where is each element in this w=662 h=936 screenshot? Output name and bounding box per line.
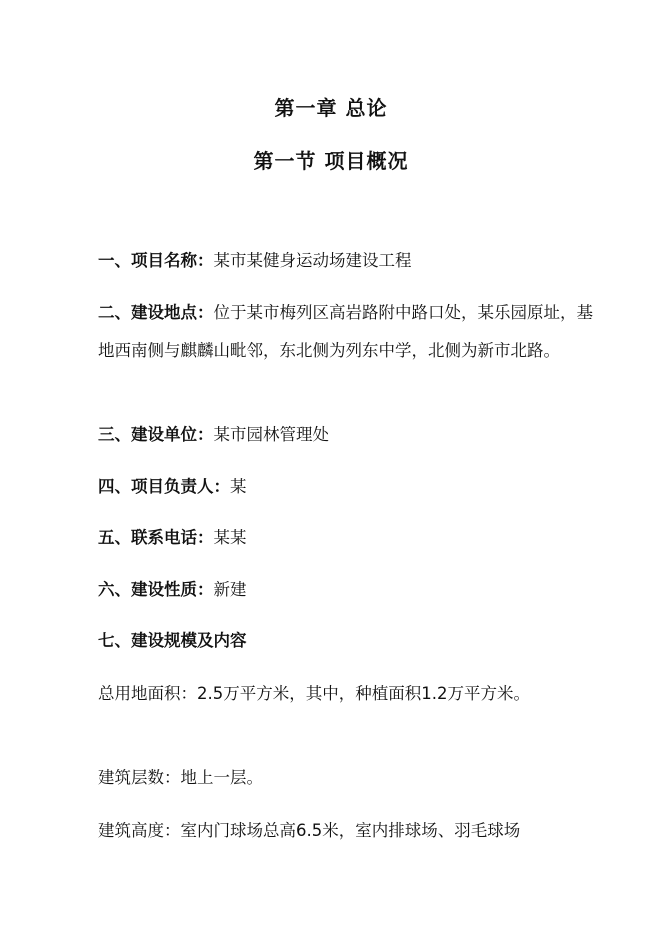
item-value: 新建 bbox=[213, 580, 247, 599]
floors-text: 建筑层数：地上一层。 bbox=[98, 768, 263, 787]
height-suffix: 米，室内排球场、羽毛球场 bbox=[322, 821, 521, 840]
item-nature bbox=[98, 571, 608, 609]
item-value: 某某 bbox=[213, 528, 247, 547]
area-middle: 万平方米，其中，种植面积 bbox=[223, 684, 422, 703]
item-value: 某市某健身运动场建设工程 bbox=[213, 251, 412, 270]
item-label: 三、建设单位： bbox=[98, 425, 214, 444]
area-suffix: 万平方米。 bbox=[447, 684, 530, 703]
item-value: 某 bbox=[230, 477, 247, 496]
floors-paragraph bbox=[98, 759, 608, 797]
item-location bbox=[98, 294, 598, 370]
section-title: 第一节 项目概况 bbox=[253, 149, 409, 173]
item-value: 某市园林管理处 bbox=[213, 425, 329, 444]
planted-area-value: 1.2 bbox=[421, 684, 448, 703]
area-paragraph bbox=[98, 675, 608, 713]
item-label: 二、建设地点： bbox=[98, 303, 214, 322]
item-project-name bbox=[98, 242, 608, 280]
item-label: 五、联系电话： bbox=[98, 528, 214, 547]
item-label: 一、项目名称： bbox=[98, 251, 214, 270]
item-label: 四、项目负责人： bbox=[98, 477, 230, 496]
total-area-value: 2.5 bbox=[197, 684, 224, 703]
chapter-title: 第一章 总论 bbox=[274, 96, 388, 120]
item-label: 七、建设规模及内容 bbox=[98, 631, 247, 650]
item-builder bbox=[98, 416, 608, 454]
area-prefix: 总用地面积： bbox=[98, 684, 197, 703]
item-scale bbox=[98, 622, 608, 660]
height-prefix: 建筑高度：室内门球场总高 bbox=[98, 821, 296, 840]
height-value: 6.5 bbox=[296, 821, 323, 840]
item-manager bbox=[98, 468, 608, 506]
item-label: 六、建设性质： bbox=[98, 580, 214, 599]
height-paragraph bbox=[98, 812, 608, 850]
item-phone bbox=[98, 519, 608, 557]
item-value: 位于某市梅列区高岩路附中路口处，某乐园原址，基地西南侧与麒麟山毗邻，东北侧为列东中学，北侧为新市北路。 bbox=[98, 303, 593, 360]
